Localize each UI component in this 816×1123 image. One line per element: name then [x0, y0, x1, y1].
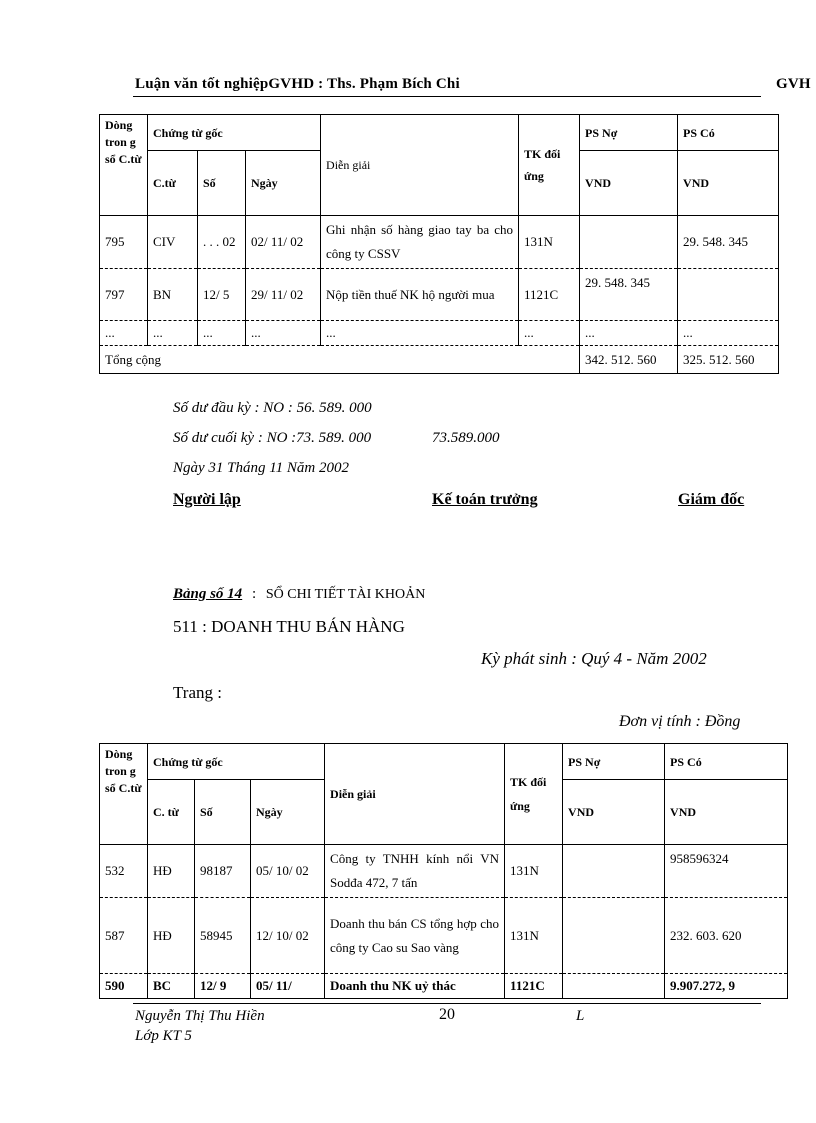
cell-dong: 797 [100, 269, 148, 321]
table-row [100, 216, 779, 269]
cell-so: 12/ 9 [195, 974, 251, 999]
cell-c-tu: ... [148, 321, 198, 346]
cell-ngay: 05/ 10/ 02 [251, 845, 325, 898]
cell-ngay: 02/ 11/ 02 [246, 216, 321, 269]
header-ps-co: PS Có [678, 115, 779, 151]
cell-tk: ... [519, 321, 580, 346]
cell-tk: 1121C [519, 269, 580, 321]
table-row [100, 321, 779, 346]
cell-ps-co [678, 269, 779, 321]
cell-ps-no: 29. 548. 345 [580, 269, 678, 321]
cell-ngay: 29/ 11/ 02 [246, 269, 321, 321]
header-c-tu: C. từ [148, 780, 195, 845]
closing-balance-note: 73.589.000 [432, 430, 500, 446]
cell-c-tu: BN [148, 269, 198, 321]
header-ps-no: PS Nợ [580, 115, 678, 151]
total-ps-no: 342. 512. 560 [580, 346, 678, 374]
footer-author: Nguyễn Thị Thu Hiền [135, 1008, 265, 1024]
cell-dien-giai: Nộp tiền thuế NK hộ người mua [321, 269, 519, 321]
cell-ps-co: 232. 603. 620 [665, 898, 788, 974]
cell-dien-giai: Doanh thu bán CS tổng hợp cho công ty Cao su Sao vàng [325, 898, 505, 974]
total-ps-co: 325. 512. 560 [678, 346, 779, 374]
total-label: Tổng cộng [100, 346, 580, 374]
unit-label: Đơn vị tính : Đồng [619, 713, 741, 730]
total-row [100, 346, 779, 374]
report-date: Ngày 31 Tháng 11 Năm 2002 [173, 460, 349, 476]
cell-ps-co: 9.907.272, 9 [665, 974, 788, 999]
cell-dong: 795 [100, 216, 148, 269]
cell-dien-giai: Ghi nhận số hàng giao tay ba cho công ty CSSV [321, 216, 519, 269]
cell-dong: ... [100, 321, 148, 346]
reporting-period: Kỳ phát sinh : Quý 4 - Năm 2002 [481, 649, 707, 668]
signature-preparer: Người lập [173, 491, 241, 508]
header-chung-tu-goc: Chứng từ gốc [148, 744, 325, 780]
footer-divider [133, 1003, 761, 1004]
cell-ngay: 12/ 10/ 02 [251, 898, 325, 974]
header-chung-tu-goc: Chứng từ gốc [148, 115, 321, 151]
cell-dien-giai: Công ty TNHH kính nổi VN Sodđa 472, 7 tấn [325, 845, 505, 898]
table-row [100, 269, 779, 321]
cell-so: . . . 02 [198, 216, 246, 269]
cell-c-tu: HĐ [148, 898, 195, 974]
cell-ps-no [563, 974, 665, 999]
table-title: SỔ CHI TIẾT TÀI KHOẢN [265, 587, 426, 602]
ledger-table-1 [99, 114, 779, 374]
document-header-cutoff: GVH [776, 76, 811, 92]
header-c-tu: C.từ [148, 151, 198, 216]
cell-tk: 131N [519, 216, 580, 269]
header-vnd-co: VND [678, 151, 779, 216]
header-vnd-no: VND [563, 780, 665, 845]
footer-mark: L [576, 1008, 585, 1024]
signature-chief-accountant: Kế toán trưởng [432, 491, 538, 508]
cell-dong: 532 [100, 845, 148, 898]
table-row [100, 845, 788, 898]
footer-class: Lớp KT 5 [135, 1028, 192, 1044]
header-vnd-no: VND [580, 151, 678, 216]
cell-dien-giai: Doanh thu NK uỷ thác [325, 974, 505, 999]
header-dong: Dòng tron g sổ C.từ [100, 115, 148, 216]
header-dien-giai: Diễn giải [321, 115, 519, 216]
table-caption [173, 586, 425, 603]
document-header-title: Luận văn tốt nghiệpGVHD : Ths. Phạm Bích Chi [135, 76, 460, 92]
cell-ps-no [563, 845, 665, 898]
opening-balance: Số dư đầu kỳ : NO : 56. 589. 000 [173, 400, 372, 416]
header-vnd-co: VND [665, 780, 788, 845]
cell-dong: 590 [100, 974, 148, 999]
cell-ps-co: 29. 548. 345 [678, 216, 779, 269]
header-tk-doi-ung: TK đối ứng [519, 115, 580, 216]
cell-dien-giai: ... [321, 321, 519, 346]
cell-so: 98187 [195, 845, 251, 898]
header-dong: Dòng tron g sổ C.từ [100, 744, 148, 845]
header-divider [133, 96, 761, 97]
header-tk-doi-ung: TK đối ứng [505, 744, 563, 845]
table-row [100, 974, 788, 999]
cell-ps-no: ... [580, 321, 678, 346]
cell-tk: 1121C [505, 974, 563, 999]
cell-so: 58945 [195, 898, 251, 974]
cell-ps-no [563, 898, 665, 974]
cell-ps-co: ... [678, 321, 779, 346]
cell-ps-co: 958596324 [665, 845, 788, 898]
header-so: Số [195, 780, 251, 845]
table-row [100, 898, 788, 974]
cell-ngay: 05/ 11/ [251, 974, 325, 999]
header-ngay: Ngày [251, 780, 325, 845]
cell-ngay: ... [246, 321, 321, 346]
account-title: 511 : DOANH THU BÁN HÀNG [173, 617, 405, 636]
header-ngay: Ngày [246, 151, 321, 216]
header-ps-co: PS Có [665, 744, 788, 780]
page-label: Trang : [173, 683, 222, 702]
header-so: Số [198, 151, 246, 216]
cell-c-tu: HĐ [148, 845, 195, 898]
header-dien-giai: Diễn giải [325, 744, 505, 845]
ledger-table-2 [99, 743, 788, 999]
caption-separator: : [251, 586, 257, 602]
cell-tk: 131N [505, 898, 563, 974]
page-number: 20 [439, 1006, 455, 1023]
signature-director: Giám đốc [678, 491, 745, 508]
cell-so: ... [198, 321, 246, 346]
header-ps-no: PS Nợ [563, 744, 665, 780]
cell-so: 12/ 5 [198, 269, 246, 321]
cell-ps-no [580, 216, 678, 269]
cell-dong: 587 [100, 898, 148, 974]
cell-c-tu: BC [148, 974, 195, 999]
cell-c-tu: CIV [148, 216, 198, 269]
table-number-label: Bảng số 14 [173, 586, 243, 602]
closing-balance: Số dư cuối kỳ : NO :73. 589. 000 [173, 430, 372, 446]
cell-tk: 131N [505, 845, 563, 898]
